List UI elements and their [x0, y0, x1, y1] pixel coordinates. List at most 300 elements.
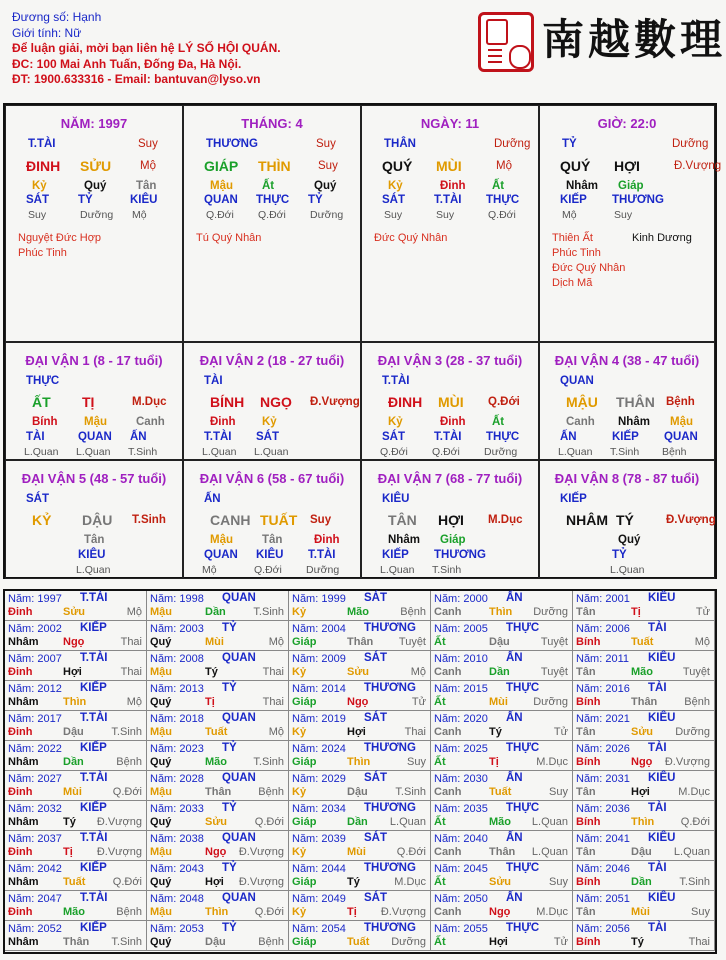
year-branch: Tuất [347, 936, 370, 948]
hidden-phase: L.Quan [254, 446, 289, 458]
hidden-god: T.TÀI [308, 549, 336, 561]
year-cell [289, 591, 431, 621]
hidden-stem: Mậu [210, 180, 233, 192]
year-cell [573, 711, 715, 741]
hidden-god: THỰC [256, 194, 290, 206]
year-stem: Ất [434, 696, 446, 708]
hidden-phase: Bệnh [662, 446, 687, 458]
year-label: Năm: 2053 [150, 923, 204, 935]
year-branch: Thân [347, 636, 374, 648]
dai-van-cell [539, 342, 715, 460]
year-god: SÁT [364, 832, 387, 844]
year-branch: Tị [63, 846, 73, 858]
year-branch: Tý [205, 666, 218, 678]
year-stem: Bính [576, 636, 601, 648]
hidden-stem: Nhâm [388, 534, 420, 546]
year-stem: Mậu [150, 666, 172, 678]
pillar-phase: Suy [138, 138, 158, 150]
year-label: Năm: 2052 [8, 923, 62, 935]
hidden-stem: Kỷ [388, 416, 403, 428]
year-god: TỶ [222, 682, 237, 694]
year-stem: Bính [576, 876, 601, 888]
dai-van-phase: Đ.Vượng [310, 396, 360, 408]
pillar-title: NĂM: 1997 [60, 116, 128, 131]
hidden-stem: Kỷ [388, 180, 403, 192]
year-phase: Bệnh [116, 906, 142, 918]
year-branch: Mùi [631, 906, 650, 918]
year-stem: Tân [576, 846, 596, 858]
year-label: Năm: 2048 [150, 893, 204, 905]
year-label: Năm: 2034 [292, 803, 346, 815]
hidden-stem: Nhâm [618, 416, 650, 428]
hidden-god: TÀI [26, 431, 45, 443]
year-phase: Suy [549, 786, 568, 798]
year-god: TỶ [222, 622, 237, 634]
hidden-stem: Tân [262, 534, 283, 546]
dai-van-stem: KỶ [32, 512, 52, 528]
shen-sha-star: Dịch Mã [552, 277, 593, 289]
year-stem: Ất [434, 936, 446, 948]
shen-sha-star: Đức Quý Nhân [374, 232, 448, 244]
hidden-god: ẤN [560, 431, 577, 443]
year-phase: Đ.Vượng [664, 756, 710, 768]
pillar-title: GIỜ: 22:0 [597, 116, 657, 131]
hidden-god: KIÊU [130, 194, 158, 206]
year-branch: Dậu [63, 726, 84, 738]
hidden-stem: Quý [314, 180, 337, 192]
year-branch: Mão [489, 816, 511, 828]
year-god: ẤN [506, 592, 523, 604]
year-phase: Q.Đới [112, 876, 142, 888]
dai-van-title: ĐẠI VẬN 4 (38 - 47 tuổi) [554, 353, 700, 368]
hidden-phase: Q.Đới [432, 446, 460, 458]
year-cell [289, 891, 431, 921]
year-branch: Dần [631, 876, 652, 888]
dai-van-cell [5, 342, 183, 460]
year-stem: Canh [434, 846, 462, 858]
year-label: Năm: 2020 [434, 713, 488, 725]
year-cell [431, 771, 573, 801]
hidden-phase: Suy [384, 209, 403, 221]
hidden-god: T.TÀI [204, 431, 232, 443]
hidden-phase: Mộ [202, 564, 217, 576]
year-god: KIÊU [648, 652, 676, 664]
year-stem: Giáp [292, 816, 317, 828]
dai-van-title: ĐẠI VẬN 5 (48 - 57 tuổi) [21, 471, 167, 486]
year-stem: Ất [434, 756, 446, 768]
year-god: QUAN [222, 652, 256, 664]
dai-van-god: ẤN [204, 493, 221, 505]
hidden-phase: L.Quan [202, 446, 237, 458]
year-stem: Canh [434, 606, 462, 618]
year-phase: Đ.Vượng [238, 876, 284, 888]
year-cell [147, 891, 289, 921]
year-god: KIẾP [80, 802, 107, 814]
year-label: Năm: 2018 [150, 713, 204, 725]
year-phase: T.Sinh [679, 876, 710, 888]
year-label: Năm: 2010 [434, 653, 488, 665]
year-stem: Giáp [292, 936, 317, 948]
year-cell [147, 861, 289, 891]
year-god: ẤN [506, 712, 523, 724]
year-branch: Mão [631, 666, 653, 678]
year-cell [147, 681, 289, 711]
year-phase: Mộ [126, 606, 142, 618]
year-branch: Tị [489, 756, 499, 768]
year-branch: Tuất [63, 876, 86, 888]
year-phase: Bệnh [258, 936, 284, 948]
year-label: Năm: 2017 [8, 713, 62, 725]
pillar-stem-phase: Mộ [140, 160, 156, 172]
hidden-phase: L.Quan [610, 564, 645, 576]
year-cell [289, 681, 431, 711]
hidden-god: THỰC [486, 431, 520, 443]
hidden-god: THƯƠNG [612, 194, 664, 206]
brand-logo [478, 8, 726, 78]
dai-van-title: ĐẠI VẬN 6 (58 - 67 tuổi) [199, 471, 345, 486]
year-branch: Thìn [631, 816, 655, 828]
year-god: QUAN [222, 592, 256, 604]
year-label: Năm: 2007 [8, 653, 62, 665]
year-god: KIÊU [648, 712, 676, 724]
year-branch: Hợi [205, 876, 224, 888]
year-label: Năm: 1999 [292, 593, 346, 605]
year-cell [573, 681, 715, 711]
year-label: Năm: 2037 [8, 833, 62, 845]
hidden-stem: Ất [492, 180, 505, 192]
year-cell [147, 711, 289, 741]
year-stem: Bính [576, 756, 601, 768]
chart-grid [3, 103, 722, 579]
hidden-stem: Đinh [440, 180, 466, 192]
year-phase: T.Sinh [253, 606, 284, 618]
year-phase: Mộ [694, 636, 710, 648]
year-stem: Kỷ [292, 786, 307, 798]
dai-van-cell [361, 460, 539, 579]
year-phase: M.Dục [536, 756, 568, 768]
year-phase: Đ.Vượng [380, 906, 426, 918]
hidden-god: THƯƠNG [434, 549, 486, 561]
annual-luck-table [3, 589, 717, 954]
year-cell [5, 621, 147, 651]
year-stem: Đinh [8, 786, 33, 798]
dai-van-phase: Bệnh [666, 396, 695, 408]
year-phase: M.Dục [536, 906, 568, 918]
year-phase: Dưỡng [533, 696, 568, 708]
hidden-phase: L.Quan [24, 446, 59, 458]
hidden-stem: Quý [618, 534, 641, 546]
year-label: Năm: 2000 [434, 593, 488, 605]
year-label: Năm: 2002 [8, 623, 62, 635]
dai-van-branch: TÝ [616, 512, 634, 528]
shen-sha-star: Phúc Tinh [552, 247, 601, 259]
hidden-god: QUAN [204, 549, 238, 561]
year-label: Năm: 2026 [576, 743, 630, 755]
year-branch: Mùi [489, 696, 508, 708]
hidden-god: TỶ [612, 549, 627, 561]
year-stem: Bính [576, 816, 601, 828]
hidden-phase: T.Sinh [610, 446, 640, 458]
dai-van-branch: NGỌ [260, 394, 292, 410]
year-branch: Dậu [489, 636, 510, 648]
year-phase: Q.Đới [254, 816, 284, 828]
pillar-title: THÁNG: 4 [241, 116, 303, 131]
year-stem: Quý [150, 876, 172, 888]
year-phase: Đ.Vượng [96, 846, 142, 858]
year-god: T.TÀI [80, 592, 108, 604]
shen-sha-star: Phúc Tinh [18, 247, 67, 259]
year-stem: Đinh [8, 606, 33, 618]
year-stem: Quý [150, 696, 172, 708]
year-cell [5, 861, 147, 891]
dai-van-god: TÀI [204, 375, 223, 387]
hidden-phase: Dưỡng [310, 209, 344, 221]
dai-van-phase: T.Sinh [132, 514, 166, 526]
year-label: Năm: 2008 [150, 653, 204, 665]
year-label: Năm: 2025 [434, 743, 488, 755]
year-god: KIẾP [80, 622, 107, 634]
year-cell [573, 801, 715, 831]
year-stem: Canh [434, 666, 462, 678]
year-label: Năm: 2050 [434, 893, 488, 905]
year-god: KIẾP [80, 682, 107, 694]
year-cell [573, 921, 715, 951]
year-phase: Tử [553, 726, 568, 738]
year-phase: Bệnh [116, 756, 142, 768]
year-god: TÀI [648, 922, 667, 934]
year-branch: Tuất [205, 726, 228, 738]
year-god: SÁT [364, 772, 387, 784]
year-cell [573, 741, 715, 771]
year-god: TỶ [222, 742, 237, 754]
year-stem: Bính [576, 696, 601, 708]
pillar-stem-phase: Đ.Vượng [674, 160, 722, 172]
hidden-phase: Suy [28, 209, 47, 221]
year-phase: Thai [262, 696, 284, 708]
hidden-stem: Đinh [210, 416, 236, 428]
dai-van-branch: TỊ [82, 394, 95, 410]
year-label: Năm: 1997 [8, 593, 62, 605]
year-stem: Canh [434, 906, 462, 918]
hidden-phase: L.Quan [76, 564, 111, 576]
year-stem: Giáp [292, 636, 317, 648]
hidden-stem: Đinh [314, 534, 340, 546]
year-label: Năm: 2038 [150, 833, 204, 845]
year-god: THƯƠNG [364, 802, 416, 814]
hidden-god: SÁT [382, 431, 405, 443]
year-cell [289, 801, 431, 831]
year-branch: Sửu [205, 816, 228, 828]
dai-van-phase: Suy [310, 514, 332, 526]
year-stem: Quý [150, 816, 172, 828]
year-label: Năm: 2044 [292, 863, 346, 875]
year-phase: Thai [120, 666, 142, 678]
seal-icon [478, 12, 534, 72]
year-phase: L.Quan [389, 816, 426, 828]
year-stem: Nhâm [8, 936, 39, 948]
year-stem: Đinh [8, 726, 33, 738]
dai-van-god: KIÊU [382, 493, 410, 505]
year-branch: Tý [63, 816, 76, 828]
year-god: T.TÀI [80, 772, 108, 784]
year-cell [5, 831, 147, 861]
year-stem: Mậu [150, 786, 172, 798]
year-cell [573, 651, 715, 681]
year-label: Năm: 2011 [576, 653, 629, 665]
hidden-stem: Giáp [440, 534, 466, 546]
year-cell [573, 831, 715, 861]
hidden-phase: Mộ [132, 209, 147, 221]
year-cell [573, 861, 715, 891]
year-branch: Dần [489, 666, 510, 678]
dai-van-stem: MẬU [566, 394, 598, 410]
year-branch: Sửu [489, 876, 512, 888]
year-label: Năm: 2006 [576, 623, 630, 635]
dai-van-god: SÁT [26, 493, 49, 505]
pillar-stem: QUÝ [560, 158, 591, 174]
year-god: QUAN [222, 832, 256, 844]
year-branch: Hợi [631, 786, 650, 798]
year-cell [289, 651, 431, 681]
year-label: Năm: 2051 [576, 893, 630, 905]
shen-sha-star: Đức Quý Nhân [552, 262, 626, 274]
year-branch: Mùi [205, 636, 224, 648]
year-stem: Giáp [292, 756, 317, 768]
year-label: Năm: 2033 [150, 803, 204, 815]
year-cell [431, 621, 573, 651]
dai-van-branch: DẬU [82, 512, 113, 528]
pillar-phase: Dưỡng [672, 138, 709, 150]
contact-line-1: Để luận giải, mời bạn liên hệ LÝ SỐ HỘI QUÁN. [12, 41, 281, 55]
year-cell [431, 831, 573, 861]
year-phase: Q.Đới [112, 786, 142, 798]
year-phase: Bệnh [258, 786, 284, 798]
year-phase: T.Sinh [111, 936, 142, 948]
year-stem: Kỷ [292, 606, 307, 618]
hidden-stem: Tân [84, 534, 105, 546]
shen-sha-star: Thiên Ất [552, 232, 593, 244]
year-god: ẤN [506, 772, 523, 784]
year-label: Năm: 2041 [576, 833, 630, 845]
year-phase: Thai [404, 726, 426, 738]
owner-name: Đương số: Hạnh [12, 10, 102, 24]
year-stem: Tân [576, 666, 596, 678]
year-label: Năm: 2031 [576, 773, 630, 785]
year-god: THỰC [506, 682, 540, 694]
year-phase: T.Sinh [253, 756, 284, 768]
year-label: Năm: 2021 [576, 713, 630, 725]
pillar-stem-phase: Suy [318, 160, 338, 172]
year-cell [5, 921, 147, 951]
year-cell [289, 741, 431, 771]
year-cell [5, 591, 147, 621]
dai-van-god: QUAN [560, 375, 594, 387]
year-label: Năm: 2040 [434, 833, 488, 845]
hidden-god: ẤN [130, 431, 147, 443]
year-cell [431, 651, 573, 681]
hidden-stem: Quý [84, 180, 107, 192]
year-label: Năm: 2001 [576, 593, 630, 605]
pillar-branch: MÙI [436, 158, 462, 174]
year-cell [5, 681, 147, 711]
year-god: ẤN [506, 892, 523, 904]
year-cell [431, 681, 573, 711]
year-phase: Suy [549, 876, 568, 888]
year-stem: Giáp [292, 876, 317, 888]
year-god: SÁT [364, 652, 387, 664]
year-cell [289, 921, 431, 951]
hidden-phase: Q.Đới [206, 209, 234, 221]
header-info [12, 10, 281, 88]
year-branch: Ngọ [631, 756, 653, 768]
year-stem: Ất [434, 636, 446, 648]
year-phase: Tuyệt [540, 636, 568, 648]
year-label: Năm: 2030 [434, 773, 488, 785]
year-god: THƯƠNG [364, 682, 416, 694]
year-god: QUAN [222, 772, 256, 784]
hidden-god: QUAN [204, 194, 238, 206]
year-cell [573, 621, 715, 651]
hidden-phase: L.Quan [380, 564, 415, 576]
hidden-god: QUAN [664, 431, 698, 443]
year-cell [147, 621, 289, 651]
year-branch: Dần [63, 756, 84, 768]
year-label: Năm: 2045 [434, 863, 488, 875]
year-branch: Hợi [489, 936, 508, 948]
shen-sha-star: Kinh Dương [632, 232, 692, 244]
year-label: Năm: 2032 [8, 803, 62, 815]
year-cell [147, 771, 289, 801]
year-god: KIÊU [648, 772, 676, 784]
dai-van-phase: M.Dục [488, 514, 523, 526]
pillar-god: T.TÀI [28, 138, 56, 150]
year-god: THƯƠNG [364, 922, 416, 934]
dai-van-phase: Q.Đới [488, 396, 520, 408]
year-god: ẤN [506, 652, 523, 664]
year-phase: Tuyệt [682, 666, 710, 678]
year-branch: Hợi [347, 726, 366, 738]
year-phase: Thai [262, 666, 284, 678]
year-label: Năm: 2054 [292, 923, 346, 935]
year-label: Năm: 2022 [8, 743, 62, 755]
hidden-stem: Mậu [670, 416, 693, 428]
year-branch: Tý [631, 936, 644, 948]
year-phase: T.Sinh [395, 786, 426, 798]
year-god: SÁT [364, 892, 387, 904]
year-god: TÀI [648, 862, 667, 874]
year-god: THƯƠNG [364, 862, 416, 874]
year-stem: Ất [434, 816, 446, 828]
year-label: Năm: 2012 [8, 683, 62, 695]
year-cell [431, 891, 573, 921]
hidden-phase: Dưỡng [306, 564, 340, 576]
year-branch: Tị [347, 906, 357, 918]
year-phase: Tuyệt [398, 636, 426, 648]
year-branch: Hợi [63, 666, 82, 678]
year-stem: Canh [434, 786, 462, 798]
year-god: TÀI [648, 682, 667, 694]
contact-address: ĐC: 100 Mai Anh Tuấn, Đống Đa, Hà Nội. [12, 56, 242, 71]
dai-van-branch: HỢI [438, 512, 464, 528]
year-branch: Tuất [631, 636, 654, 648]
year-branch: Tý [347, 876, 360, 888]
hidden-phase: Suy [614, 209, 633, 221]
year-phase: Tử [411, 696, 426, 708]
year-branch: Ngọ [347, 696, 369, 708]
pillar-phase: Dưỡng [494, 138, 531, 150]
year-god: THỰC [506, 802, 540, 814]
hidden-stem: Canh [566, 416, 595, 428]
